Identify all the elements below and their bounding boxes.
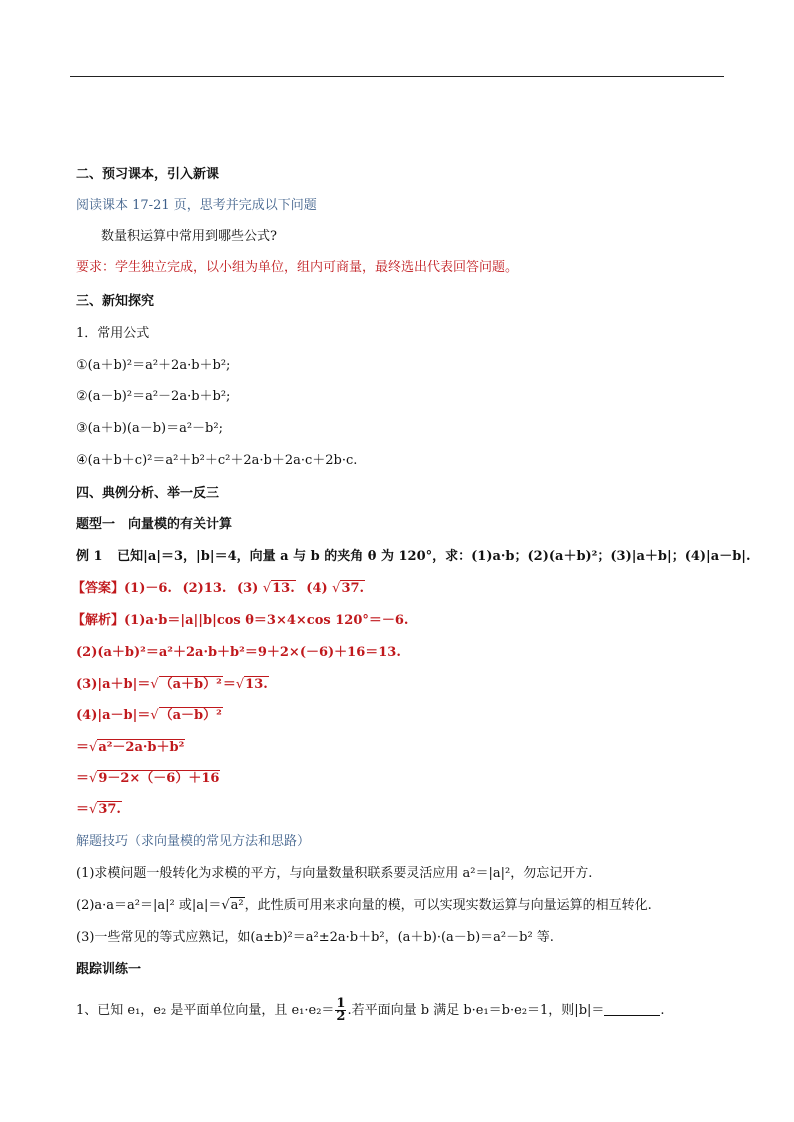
- section-heading-new-knowledge: 三、新知探究: [76, 294, 155, 309]
- answer-blank: [604, 1003, 660, 1016]
- formula-3: ③(a＋b)(a－b)＝a²－b²;: [76, 421, 223, 436]
- section-heading-preview: 二、预习课本，引入新课: [76, 167, 220, 182]
- tip-2: (2)a·a＝a²＝|a|² 或|a|＝√a²，此性质可用来求向量的模，可以实现实数运算与向量运算的相互转化.: [76, 898, 652, 913]
- example-label: 例 1: [76, 549, 103, 564]
- subheading-formulas: 1．常用公式: [76, 326, 150, 341]
- answer-part-4: (4) √37.: [306, 581, 365, 596]
- reading-instruction: 阅读课本 17-21 页，思考并完成以下问题: [76, 198, 317, 213]
- analysis-label: 【解析】: [72, 613, 125, 628]
- type-heading: 题型一 向量模的有关计算: [76, 517, 233, 532]
- example-1: [76, 548, 751, 566]
- fraction-one-half: $\frac{1}{2}$: [336, 996, 346, 1024]
- answer-part-2: (2)13.: [182, 581, 227, 596]
- analysis-line-2: (2)(a＋b)²＝a²＋2a·b＋b²＝9＋2×(－6)＋16＝13.: [76, 645, 401, 660]
- section-heading-examples: 四、典例分析、举一反三: [76, 486, 220, 501]
- formula-2: ②(a－b)²＝a²－2a·b＋b²;: [76, 389, 231, 404]
- tip-1: (1)求模问题一般转化为求模的平方，与向量数量积联系要灵活应用 a²＝|a|²，勿忘记开方.: [76, 866, 593, 881]
- answer-label: 【答案】: [72, 581, 125, 596]
- analysis-line-6: ＝√9－2×（－6）＋16: [76, 771, 220, 786]
- answer-part-1: (1)－6.: [124, 581, 172, 596]
- analysis-line-4: (4)|a－b|＝√（a－b）²: [76, 708, 222, 723]
- header-rule: [70, 76, 724, 77]
- analysis-line-3: (3)|a＋b|＝√（a＋b）²＝√13.: [76, 677, 268, 692]
- requirement-note: 要求：学生独立完成，以小组为单位，组内可商量，最终选出代表回答问题。: [76, 260, 519, 275]
- tips-title: 解题技巧（求向量模的常见方法和思路）: [76, 834, 311, 849]
- guiding-question: 数量积运算中常用到哪些公式?: [101, 229, 277, 244]
- analysis-line-5: ＝√a²－2a·b＋b²: [76, 740, 185, 755]
- formula-1: ①(a＋b)²＝a²＋2a·b＋b²;: [76, 358, 231, 373]
- analysis-line-7: ＝√37.: [76, 802, 121, 817]
- example-text: 已知|a|＝3，|b|＝4，向量 a 与 b 的夹角 θ 为 120°，求：(1)a·b；(2)(a＋b)²；(3)|a＋b|；(4)|a－b|.: [117, 549, 751, 564]
- tip-3: (3)一些常见的等式应熟记，如(a±b)²＝a²±2a·b＋b²，(a＋b)·(a－b)＝a²－b² 等.: [76, 930, 554, 945]
- practice-question-1: 1、已知 e₁，e₂ 是平面单位向量，且 e₁·e₂＝ $\frac{1}{2}$ .若平面向量 b 满足 b·e₁＝b·e₂＝1，则|b|＝ .: [76, 996, 665, 1024]
- analysis-line-1: 【解析】(1)a·b＝|a||b|cos θ＝3×4×cos 120°＝－6.: [72, 613, 409, 628]
- practice-heading: 跟踪训练一: [76, 962, 142, 977]
- formula-4: ④(a＋b＋c)²＝a²＋b²＋c²＋2a·b＋2a·c＋2b·c.: [76, 453, 358, 468]
- answer-line: [72, 580, 365, 598]
- answer-part-3: (3) √13.: [236, 581, 295, 596]
